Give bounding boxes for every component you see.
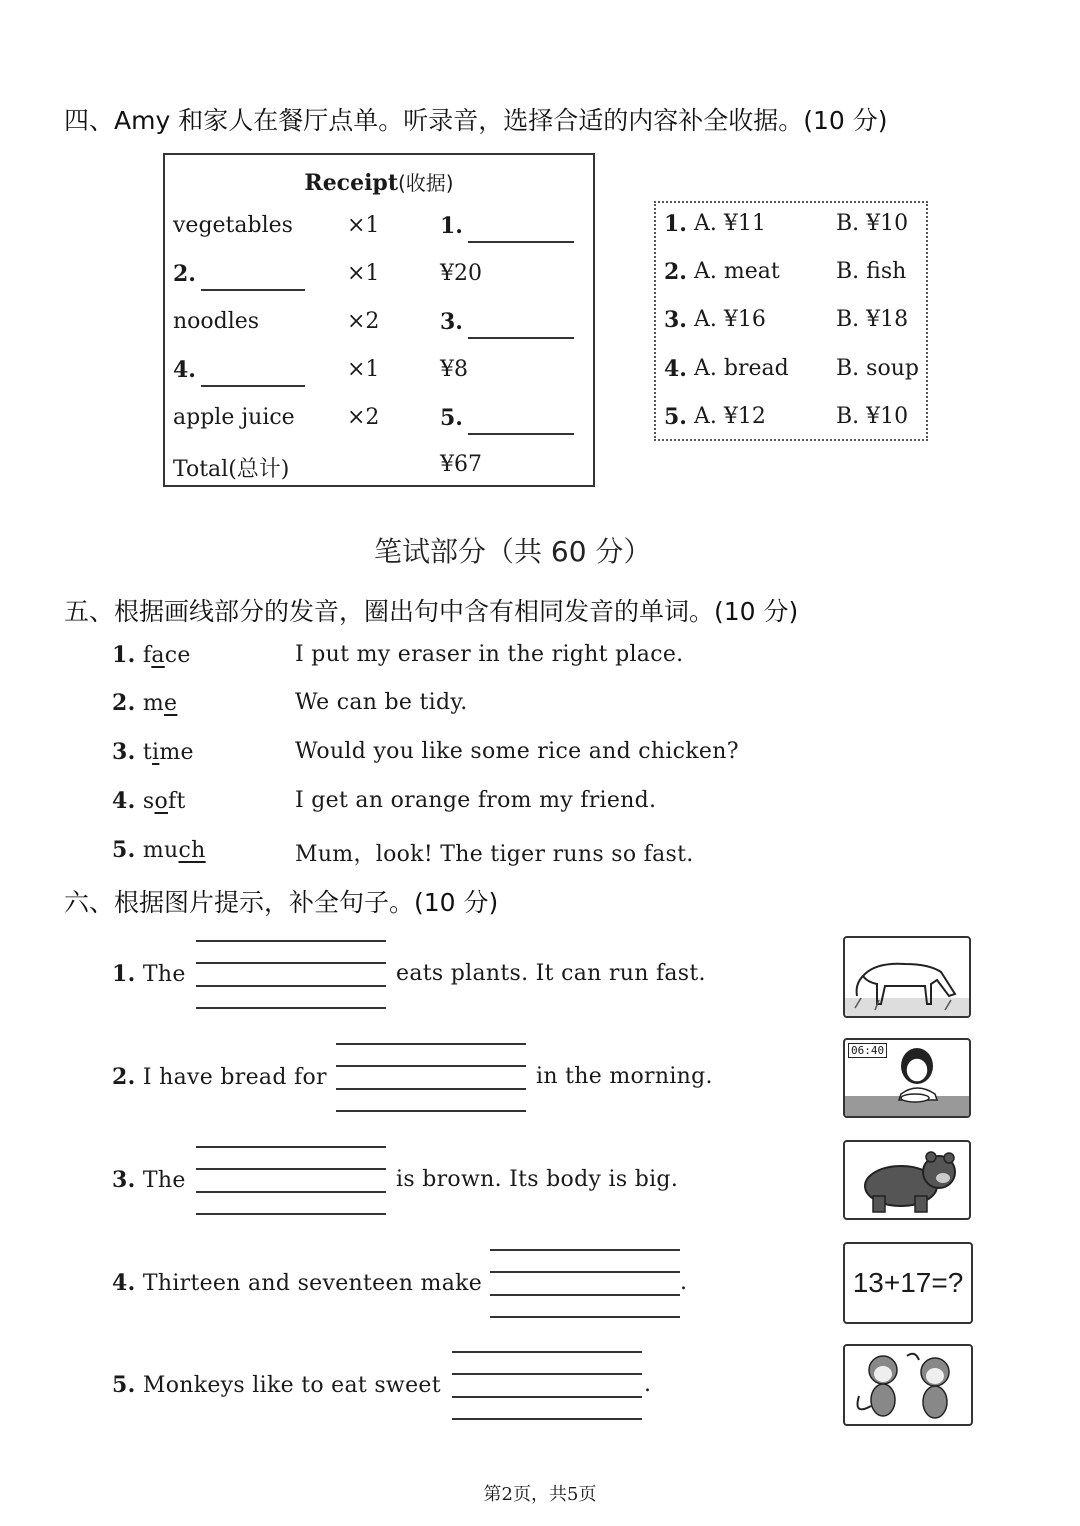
receipt-answer-blank[interactable] [201,263,305,291]
four-line-writing-blank[interactable] [490,1249,680,1319]
receipt-answer-blank[interactable] [201,359,305,387]
bear-icon [843,1140,971,1220]
option-b[interactable]: B. fish [836,259,907,284]
receipt-qty: ×1 [347,357,380,382]
section4-heading: 四、Amy 和家人在餐厅点单。听录音，选择合适的内容补全收据。(10 分) [64,106,888,135]
receipt-answer-blank[interactable] [468,215,574,243]
receipt-qty: ×1 [347,261,380,286]
section6-heading: 六、根据图片提示，补全句子。(10 分) [64,888,499,917]
receipt-blank-number: 3. [440,309,463,335]
receipt-answer-blank[interactable] [468,407,574,435]
four-line-writing-blank[interactable] [452,1351,642,1421]
option-b[interactable]: B. soup [836,356,919,381]
part-title: 笔试部分（共 60 分） [374,535,652,568]
receipt-price: ¥8 [440,357,468,382]
sentence-end: . [644,1372,652,1397]
option-a[interactable]: A. bread [694,356,789,381]
clock-readout: 06:40 [848,1043,887,1058]
option-a[interactable]: A. ¥11 [694,211,766,236]
phonics-sentence[interactable]: We can be tidy. [295,690,468,715]
option-b[interactable]: B. ¥18 [836,307,909,332]
math-icon [843,1242,973,1324]
girl-breakfast-icon [843,1038,971,1118]
phonics-sentence[interactable]: Would you like some rice and chicken? [295,739,739,764]
receipt-title: Receipt(收据) [304,170,454,196]
phonics-word: 4. soft [112,788,186,814]
option-number: 1. [664,211,687,237]
receipt-item: vegetables [173,213,293,238]
sentence-start: 3. The [112,1167,186,1193]
sentence-end: in the morning. [536,1064,713,1089]
equation: 13+17=? [852,1267,964,1298]
option-a[interactable]: A. ¥12 [694,404,766,429]
sentence-start: 5. Monkeys like to eat sweet [112,1372,441,1398]
receipt-blank-number: 2. [173,261,196,287]
four-line-writing-blank[interactable] [196,940,386,1010]
phonics-word: 3. time [112,739,194,765]
option-a[interactable]: A. ¥16 [694,307,766,332]
options-box [654,201,928,441]
sentence-start: 2. I have bread for [112,1064,327,1090]
sentence-start: 4. Thirteen and seventeen make [112,1270,483,1296]
page-footer: 第2页，共5页 [483,1484,597,1505]
phonics-sentence[interactable]: I put my eraser in the right place. [295,642,684,667]
receipt-blank-number: 5. [440,405,463,431]
sentence-end: is brown. Its body is big. [396,1167,679,1192]
option-number: 3. [664,307,687,333]
receipt-total-label: Total(总计) [173,457,290,482]
receipt-box [163,153,595,487]
option-number: 2. [664,259,687,285]
receipt-qty: ×2 [347,405,380,430]
horse-icon [843,936,971,1018]
receipt-answer-blank[interactable] [468,311,574,339]
sentence-end: eats plants. It can run fast. [396,961,706,986]
phonics-word: 1. face [112,642,191,668]
receipt-item: apple juice [173,405,295,430]
receipt-blank-number: 1. [440,213,463,239]
sentence-start: 1. The [112,961,186,987]
option-b[interactable]: B. ¥10 [836,404,909,429]
receipt-blank-number: 4. [173,357,196,383]
four-line-writing-blank[interactable] [336,1043,526,1113]
monkeys-icon [843,1344,973,1426]
four-line-writing-blank[interactable] [196,1146,386,1216]
option-number: 4. [664,356,687,382]
phonics-word: 2. me [112,690,178,716]
receipt-qty: ×2 [347,309,380,334]
option-b[interactable]: B. ¥10 [836,211,909,236]
sentence-end: . [680,1270,688,1295]
phonics-word: 5. much [112,837,206,863]
receipt-total-value: ¥67 [440,452,482,477]
phonics-sentence[interactable]: Mum，look! The tiger runs so fast. [295,842,694,867]
option-a[interactable]: A. meat [694,259,780,284]
section5-heading: 五、根据画线部分的发音，圈出句中含有相同发音的单词。(10 分) [64,597,799,626]
receipt-qty: ×1 [347,213,380,238]
receipt-item: noodles [173,309,260,334]
receipt-price: ¥20 [440,261,482,286]
option-number: 5. [664,404,687,430]
phonics-sentence[interactable]: I get an orange from my friend. [295,788,657,813]
